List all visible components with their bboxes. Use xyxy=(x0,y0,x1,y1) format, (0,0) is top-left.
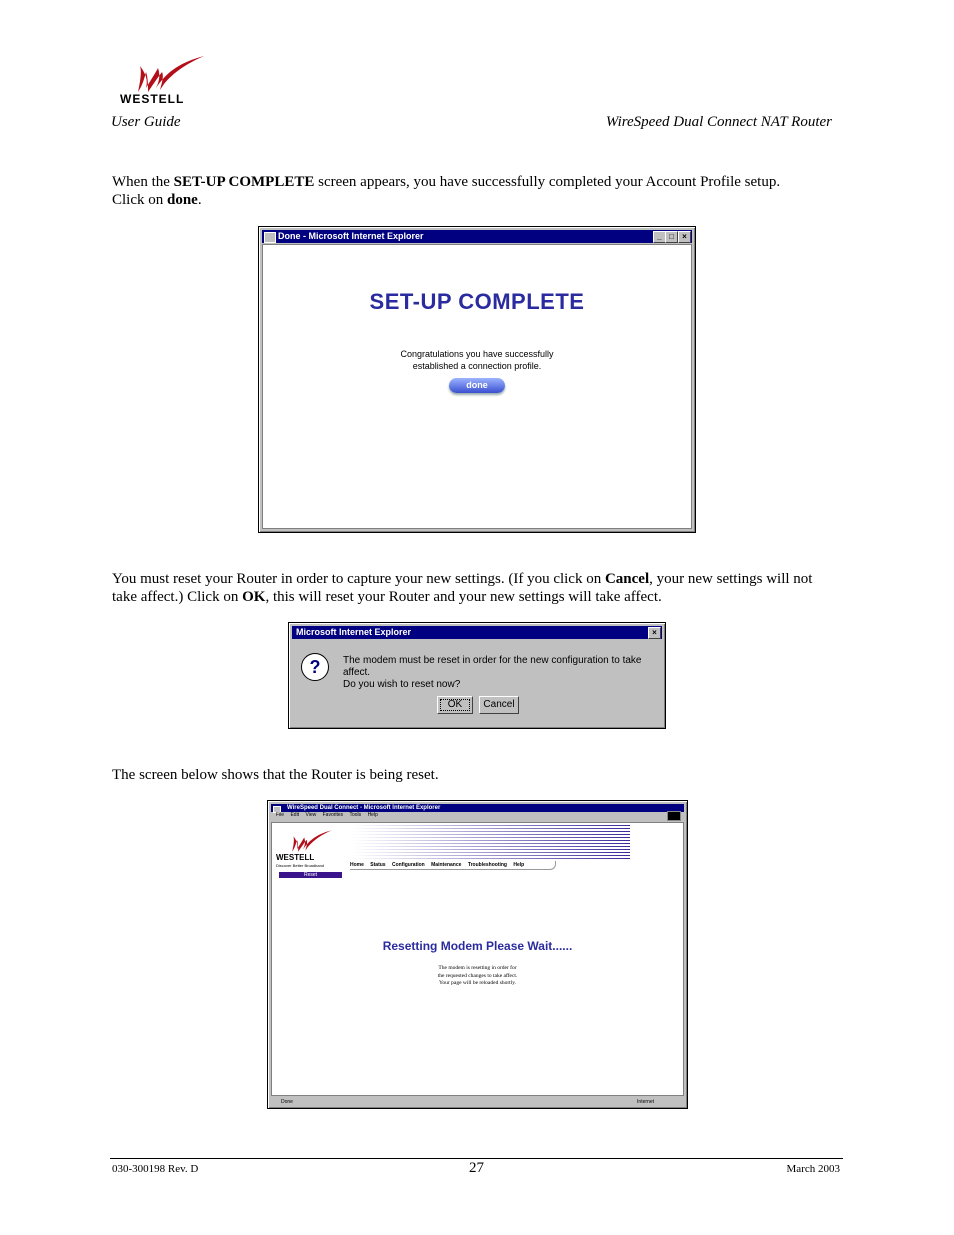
menu-item[interactable]: Edit xyxy=(290,812,300,818)
question-icon: ? xyxy=(301,653,329,681)
nav-configuration[interactable]: Configuration xyxy=(391,862,425,868)
resetting-heading: Resetting Modem Please Wait...... xyxy=(382,939,573,953)
status-text: Done xyxy=(281,1099,293,1105)
maximize-icon[interactable]: □ xyxy=(665,231,678,243)
logo-wordmark: WESTELL xyxy=(120,92,185,106)
window-title-bar: Done - Microsoft Internet Explorer _ □ × xyxy=(262,230,692,243)
section3-text: The screen below shows that the Router is being reset. xyxy=(112,767,439,783)
dialog-message: The modem must be reset in order for the new configuration to take affect. Do you wish to reset now? xyxy=(343,655,642,690)
status-zone: Internet xyxy=(637,1099,654,1105)
footer-left: 030-300198 Rev. D xyxy=(112,1163,199,1175)
nav-troubleshooting[interactable]: Troubleshooting xyxy=(467,862,507,868)
menu-item[interactable]: Favorites xyxy=(322,812,344,818)
nav-home[interactable]: Home xyxy=(350,862,364,868)
resetting-message: The modem is resetting in order for the requested changes to take affect. Your page will be reloaded shortly. xyxy=(437,965,518,986)
section2-paragraph: You must reset your Router in order to capture your new settings. (If you click on Cancel, your new settings will not take affect.) Click on OK, this will reset your Router and your new settings will take affect. xyxy=(112,571,813,605)
cancel-button[interactable]: Cancel xyxy=(479,696,519,714)
menu-item[interactable]: Help xyxy=(367,812,378,818)
menu-item[interactable]: File xyxy=(276,812,285,818)
close-icon[interactable]: × xyxy=(648,627,661,639)
reset-dialog xyxy=(288,622,666,729)
setup-message: Congratulations you have successfully established a connection profile. xyxy=(400,349,554,371)
logo-bird-icon xyxy=(116,54,206,94)
nav-bar xyxy=(350,861,556,870)
window-content xyxy=(262,244,692,529)
menu-item[interactable]: View xyxy=(305,812,317,818)
header-right: WireSpeed Dual Connect NAT Router xyxy=(605,114,832,130)
header-banner xyxy=(352,825,630,861)
section1-paragraph: When the SET-UP COMPLETE screen appears, you have successfully completed your Account Profile setup. Click on done. xyxy=(112,174,781,208)
header-left: User Guide xyxy=(111,114,181,130)
ok-button[interactable]: OK xyxy=(437,696,473,714)
footer-rule xyxy=(110,1158,843,1159)
dialog-title-bar: Microsoft Internet Explorer × xyxy=(292,626,662,639)
setup-complete-window xyxy=(258,226,696,533)
window-title-bar: WireSpeed Dual Connect - Microsoft Internet Explorer xyxy=(271,804,684,812)
logo-tagline: Discover Better Broadband xyxy=(276,863,325,868)
logo-wordmark: WESTELL xyxy=(276,853,315,862)
nav-maintenance[interactable]: Maintenance xyxy=(431,862,462,868)
westell-logo xyxy=(276,829,346,869)
close-icon[interactable]: × xyxy=(678,231,691,243)
resetting-window xyxy=(267,800,688,1109)
done-button[interactable]: done xyxy=(449,378,505,393)
nav-help[interactable]: Help xyxy=(513,862,525,868)
footer-right: March 2003 xyxy=(786,1163,840,1175)
menu-bar xyxy=(276,812,378,818)
sidebar-item-reset[interactable]: Reset xyxy=(279,872,342,878)
minimize-icon[interactable]: _ xyxy=(653,231,666,243)
windows-flag-icon xyxy=(667,811,681,821)
status-bar xyxy=(271,1098,684,1107)
setup-heading: SET-UP COMPLETE xyxy=(369,289,585,314)
nav-status[interactable]: Status xyxy=(370,862,386,868)
browser-content xyxy=(271,822,684,1096)
page-number: 27 xyxy=(469,1160,484,1176)
logo-bird-icon xyxy=(276,829,336,853)
westell-logo xyxy=(116,54,206,106)
menu-item[interactable]: Tools xyxy=(349,812,362,818)
ie-icon xyxy=(264,232,276,243)
